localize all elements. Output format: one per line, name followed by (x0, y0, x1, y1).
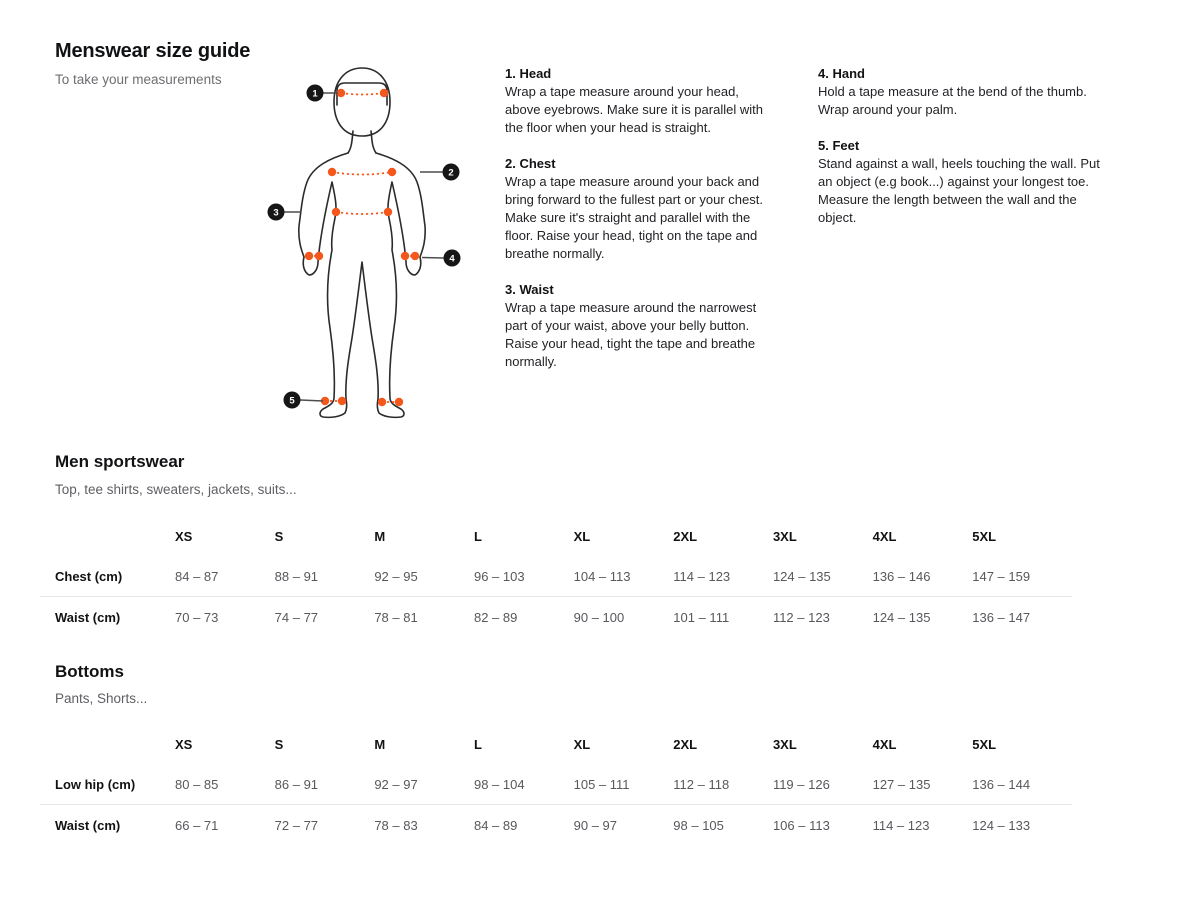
svg-text:2: 2 (448, 167, 454, 179)
size-value-cell: 98 – 105 (673, 805, 773, 846)
section-subtitle-bottoms: Pants, Shorts... (55, 691, 148, 706)
size-value-cell: 106 – 113 (773, 805, 873, 846)
row-label: Waist (cm) (40, 597, 175, 638)
size-value-cell: 88 – 91 (274, 568, 319, 584)
size-column-header: 4XL (872, 736, 897, 752)
instruction-heading: 1. Head (505, 66, 552, 81)
instruction-body: Wrap a tape measure around your back and bring forward to the fullest part or your chest. Make sure it's straight and parallel with the floor. Raise your head, tight on the tape and breathe normally. (505, 174, 763, 261)
marker-leader-lines (285, 93, 444, 401)
marker-2 (443, 164, 460, 181)
size-value-cell: 101 – 111 (673, 597, 773, 638)
size-column-header: 5XL (972, 528, 997, 544)
size-value-cell: 84 – 89 (474, 805, 574, 846)
instructions-column-1 (505, 65, 773, 389)
size-value-cell: 96 – 103 (473, 568, 525, 584)
instruction-body: Hold a tape measure at the bend of the thumb. Wrap around your palm. (818, 84, 1087, 117)
svg-text:1: 1 (312, 88, 318, 100)
size-value-cell: 136 – 144 (972, 776, 1031, 792)
instruction-body: Wrap a tape measure around the narrowest part of your waist, above your belly button. Raise your head, tight the tape and breathe normally. (505, 300, 757, 369)
size-column-header: M (374, 528, 386, 544)
size-value-cell: 136 – 147 (972, 597, 1072, 638)
size-value-cell: 112 – 118 (673, 776, 730, 792)
size-column-header: S (274, 736, 284, 752)
svg-text:5: 5 (289, 395, 295, 407)
body-outline (299, 68, 425, 417)
instruction-heading: 3. Waist (505, 282, 554, 297)
size-column-header: XL (573, 736, 591, 752)
instruction-heading: 2. Chest (505, 156, 556, 171)
size-value-cell: 136 – 146 (872, 568, 931, 584)
size-value-cell: 105 – 111 (573, 776, 630, 792)
table-row (40, 805, 1072, 846)
section-title-bottoms: Bottoms (55, 662, 124, 681)
section-title-sportswear: Men sportswear (55, 452, 185, 471)
instruction-head (505, 65, 773, 137)
size-column-header: 2XL (673, 736, 698, 752)
page-subtitle: To take your measurements (55, 72, 222, 87)
size-column-header: M (374, 736, 386, 752)
size-column-header: 5XL (972, 736, 997, 752)
size-value-cell: 114 – 123 (673, 568, 731, 584)
svg-text:4: 4 (449, 253, 455, 265)
table-header-row (40, 724, 1072, 764)
instruction-chest (505, 155, 773, 263)
size-column-header: XS (175, 528, 193, 544)
size-column-header: 3XL (772, 528, 797, 544)
size-value-cell: 112 – 123 (773, 597, 873, 638)
size-column-header: 4XL (872, 528, 897, 544)
size-value-cell: 124 – 135 (772, 568, 831, 584)
marker-3 (268, 204, 285, 221)
corner-cell (40, 724, 175, 764)
size-value-cell: 92 – 95 (374, 568, 418, 584)
size-value-cell: 90 – 97 (574, 805, 674, 846)
size-value-cell: 78 – 81 (374, 597, 474, 638)
instruction-hand (818, 65, 1114, 119)
size-value-cell: 92 – 97 (374, 776, 418, 792)
instruction-feet (818, 137, 1114, 227)
instructions-column-2 (818, 65, 1114, 245)
marker-1 (307, 85, 324, 102)
size-column-header: S (274, 528, 284, 544)
corner-cell (40, 516, 175, 556)
size-value-cell: 74 – 77 (275, 597, 375, 638)
row-label: Chest (cm) (55, 568, 123, 584)
size-value-cell: 70 – 73 (175, 597, 275, 638)
svg-text:3: 3 (273, 207, 279, 219)
size-value-cell: 124 – 135 (873, 597, 973, 638)
size-column-header: 3XL (772, 736, 797, 752)
size-value-cell: 78 – 83 (374, 805, 474, 846)
bottoms-size-table (40, 724, 1072, 845)
size-value-cell: 119 – 126 (772, 776, 830, 792)
size-value-cell: 86 – 91 (274, 776, 319, 792)
table-header-row (40, 516, 1072, 556)
table-row (40, 597, 1072, 638)
instruction-waist (505, 281, 773, 371)
instruction-body: Wrap a tape measure around your head, above eyebrows. Make sure it is parallel with the floor when your head is straight. (505, 84, 763, 135)
instruction-body: Stand against a wall, heels touching the wall. Put an object (e.g book...) against your longest toe. Measure the length between the wall and the object. (818, 156, 1100, 225)
size-value-cell: 124 – 133 (972, 805, 1072, 846)
size-value-cell: 127 – 135 (872, 776, 931, 792)
measure-lines (309, 93, 415, 402)
table-row (40, 556, 1072, 597)
body-measurement-figure (252, 60, 472, 428)
marker-4 (444, 250, 461, 267)
size-column-header: L (473, 528, 482, 544)
page-title: Menswear size guide (55, 40, 251, 62)
instruction-heading: 4. Hand (818, 66, 865, 81)
size-column-header: XL (573, 528, 591, 544)
table-row (40, 764, 1072, 805)
marker-5 (284, 392, 301, 409)
size-value-cell: 98 – 104 (473, 776, 525, 792)
size-value-cell: 82 – 89 (474, 597, 574, 638)
size-column-header: 2XL (673, 528, 698, 544)
size-value-cell: 84 – 87 (175, 568, 219, 584)
size-column-header: XS (175, 736, 193, 752)
row-label: Low hip (cm) (55, 776, 136, 792)
size-value-cell: 80 – 85 (175, 776, 219, 792)
size-value-cell: 66 – 71 (175, 805, 275, 846)
size-column-header: L (473, 736, 482, 752)
size-value-cell: 72 – 77 (275, 805, 375, 846)
sportswear-size-table (40, 516, 1072, 637)
size-value-cell: 90 – 100 (574, 597, 674, 638)
size-value-cell: 114 – 123 (873, 805, 973, 846)
size-value-cell: 147 – 159 (972, 568, 1031, 584)
row-label: Waist (cm) (40, 805, 175, 846)
instruction-heading: 5. Feet (818, 138, 860, 153)
section-subtitle-sportswear: Top, tee shirts, sweaters, jackets, suits... (55, 482, 297, 497)
size-value-cell: 104 – 113 (573, 568, 631, 584)
